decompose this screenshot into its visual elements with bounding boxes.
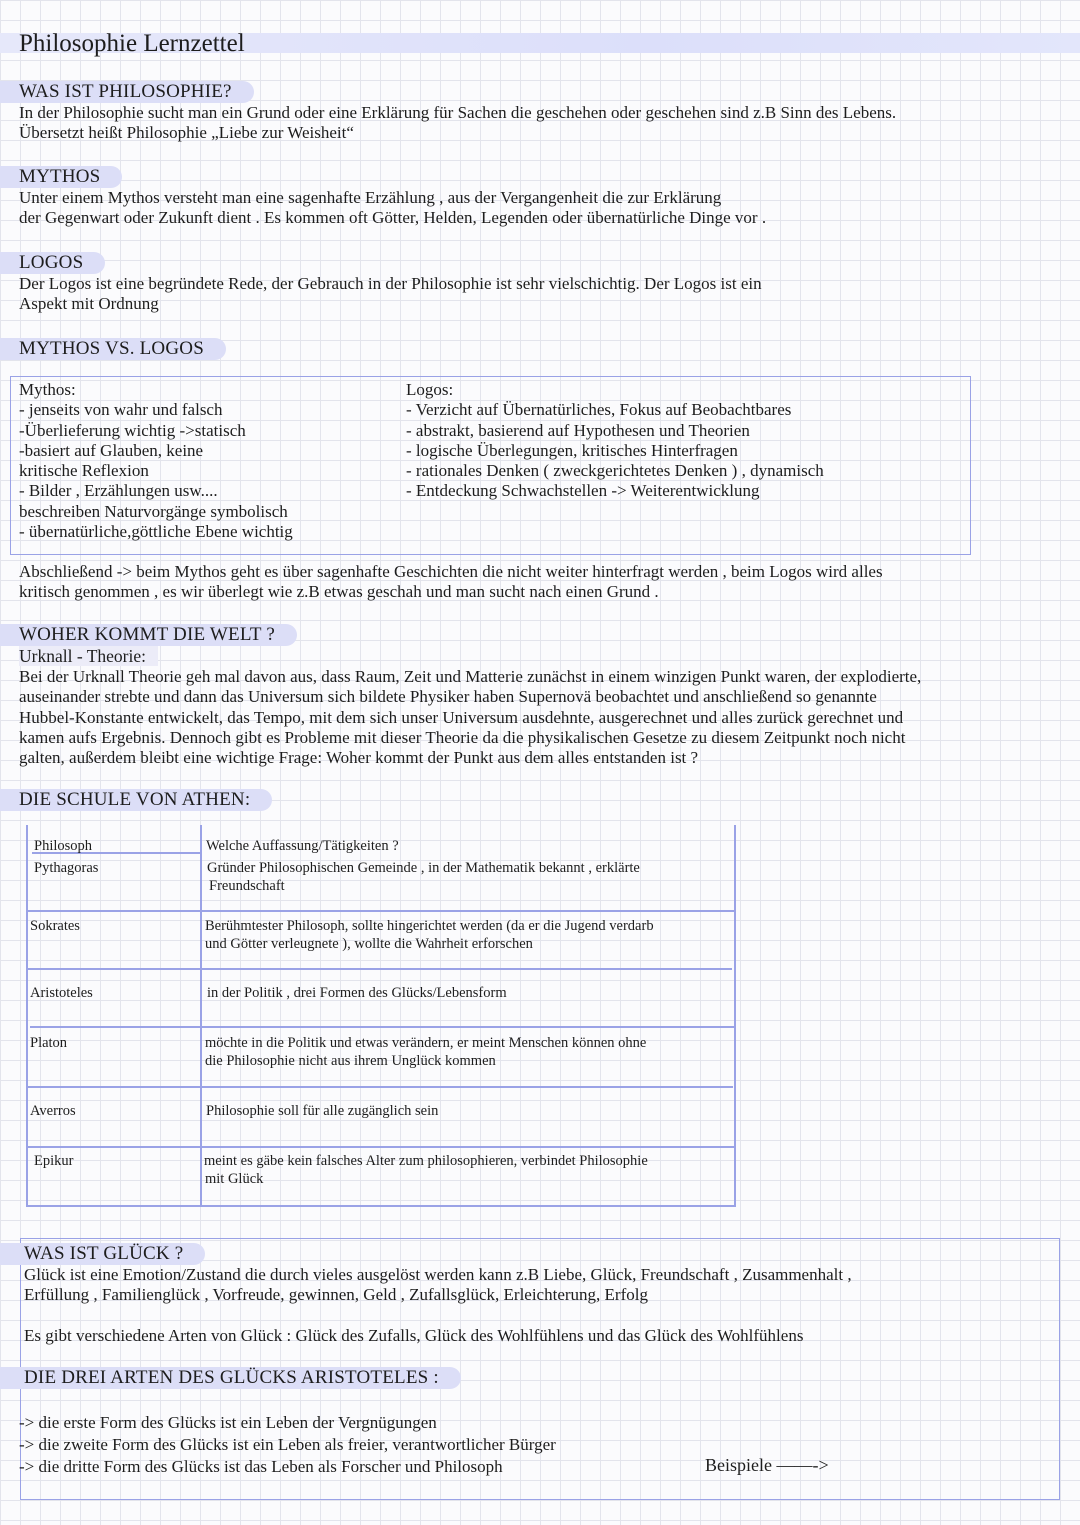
table-row-line [26,910,735,912]
logos-item: - Entdeckung Schwachstellen -> Weiterentwicklung [406,481,760,501]
welt-line: Bei der Urknall Theorie geh mal davon aus, dass Raum, Zeit und Matterie zunächst in einem winzigen Punkt waren, der explodierte, [19,667,922,686]
table-divider [200,825,202,1206]
glueck-heading: WAS IST GLÜCK ? [0,1243,205,1265]
logos-line: Der Logos ist eine begründete Rede, der Gebrauch in der Philosophie ist sehr vielschichtig. Der Logos ist ein [19,274,762,293]
mythos-column [19,380,293,542]
logos-item: Logos: [406,380,454,399]
mythos-line: Unter einem Mythos versteht man eine sagenhafte Erzählung , aus der Vergangenheit die zur Erklärung [19,188,722,207]
logos-line: Aspekt mit Ordnung [19,294,159,314]
philosopher-desc: Berühmtester Philosoph, sollte hingerichtet werden (da er die Jugend verdarb und Götter verleugnete ), wollte die Wahrheit erforschen [205,918,654,952]
philosophie-line: Übersetzt heißt Philosophie „Liebe zur Weisheit“ [19,123,354,143]
welt-subheading: Urknall - Theorie: [19,646,158,666]
athen-heading: DIE SCHULE VON ATHEN: [0,789,272,811]
table-border-bottom [26,1205,736,1207]
conclusion-line: Abschließend -> beim Mythos geht es über sagenhafte Geschichten die nicht weiter hinterfragt werden , beim Logos wird alles [19,562,883,581]
vs-heading: MYTHOS VS. LOGOS [0,338,226,360]
form-item: -> die zweite Form des Glücks ist ein Leben als freier, verantwortlicher Bürger [19,1435,556,1454]
philosophie-line: In der Philosophie sucht man ein Grund oder eine Erklärung für Sachen die geschehen oder geschehen sind z.B Sinn des Lebens. [19,103,897,122]
vs-conclusion [19,562,883,603]
section-logos [0,252,762,315]
page-title: Philosophie Lernzettel [19,30,245,57]
glueck-line: Glück ist eine Emotion/Zustand die durch vieles ausgelöst werden kann z.B Liebe, Glück, Freundschaft , Zusammenhalt , [24,1265,852,1284]
form-item: -> die dritte Form des Glücks ist das Leben als Forscher und Philosoph [19,1457,503,1476]
mythos-item: - übernatürliche,göttliche Ebene wichtig [19,522,293,542]
logos-item: - rationales Denken ( zweckgerichtetes Denken ) , dynamisch [406,461,824,481]
philosophie-heading: WAS IST PHILOSOPHIE? [0,81,254,103]
table-header-auffassung: Welche Auffassung/Tätigkeiten ? [206,838,399,854]
philosopher-desc: Philosophie soll für alle zugänglich sein [206,1103,439,1119]
mythos-item: - Bilder , Erzählungen usw.... [19,481,218,501]
table-row-line [26,968,732,970]
logos-heading: LOGOS [0,252,105,274]
mythos-item: beschreiben Naturvorgänge symbolisch [19,501,288,521]
section-philosophie [0,81,896,144]
philosopher-name: Platon [30,1035,68,1051]
mythos-line: der Gegenwart oder Zukunft dient . Es kommen oft Götter, Helden, Legenden oder übernatürliche Dinge vor . [19,208,767,228]
philosopher-desc: Gründer Philosophischen Gemeinde , in der Mathematik bekannt , erklärte Freundschaft [207,860,640,894]
glueck-arten: Es gibt verschiedene Arten von Glück : Glück des Zufalls, Glück des Wohlfühlens und das Glück des Wohlfühlens [24,1325,804,1345]
section-welt [0,624,921,768]
section-athen [0,789,272,811]
mythos-item: -basiert auf Glauben, keine [19,440,204,460]
logos-column [406,380,824,502]
philosopher-desc: möchte in die Politik und etwas verändern, er meint Menschen können ohne die Philosophie nicht aus ihrem Unglück kommen [205,1035,647,1069]
aristoteles-heading: DIE DREI ARTEN DES GLÜCKS ARISTOTELES : [0,1367,461,1389]
table-header-philosoph: Philosoph [34,838,93,854]
welt-line: Hubbel-Konstante entwickelt, das Tempo, mit dem sich unser Universum ausdehnte, ausgerechnet und alles zurück gerechnet und [19,707,904,727]
section-aristoteles [0,1367,461,1389]
philosopher-desc: in der Politik , drei Formen des Glücks/Lebensform [207,985,507,1001]
section-glueck [0,1243,852,1346]
table-row-line [26,1086,733,1088]
philosopher-name: Aristoteles [30,985,93,1001]
mythos-heading: MYTHOS [0,166,122,188]
table-row-line [26,1146,735,1148]
form-item: -> die erste Form des Glücks ist ein Leben der Vergnügungen [19,1413,437,1432]
philosopher-name: Averros [30,1103,76,1119]
mythos-item: - jenseits von wahr und falsch [19,400,223,420]
beispiele-arrow: Beispiele ——-> [705,1455,829,1475]
section-mythos [0,166,766,229]
logos-item: - Verzicht auf Übernatürliches, Fokus auf Beobachtbares [406,400,792,420]
section-vs [0,338,226,360]
welt-heading: WOHER KOMMT DIE WELT ? [0,624,297,646]
welt-line: galten, außerdem bleibt eine wichtige Frage: Woher kommt der Punkt aus dem alles entstanden ist ? [19,748,699,768]
logos-item: - logische Überlegungen, kritisches Hinterfragen [406,440,738,460]
table-border-left [26,825,28,1206]
philosopher-name: Pythagoras [34,860,99,876]
philosopher-name: Epikur [34,1153,74,1169]
mythos-item: -Überlieferung wichtig ->statisch [19,420,246,440]
philosopher-name: Sokrates [30,918,80,934]
philosopher-desc: meint es gäbe kein falsches Alter zum philosophieren, verbindet Philosophie mit Glück [204,1153,648,1187]
mythos-item: kritische Reflexion [19,461,149,481]
aristoteles-forms [19,1412,556,1478]
table-border-right [734,825,736,1206]
welt-line: kamen aufs Ergebnis. Dennoch gibt es Probleme mit dieser Theorie da die physikalischen Gesetze zu diesem Zeitpunkt noch nicht [19,727,906,747]
welt-line: auseinander strebte und dann das Universum sich bildete Physiker haben Supernovä beobachtet und anschließend so genannte [19,687,877,707]
mythos-item: Mythos: [19,380,76,399]
table-row-line [30,1026,735,1028]
conclusion-line: kritisch genommen , es wir überlegt wie z.B etwas geschah und man sucht nach einen Grund . [19,582,659,602]
logos-item: - abstrakt, basierend auf Hypothesen und Theorien [406,420,750,440]
glueck-line: Erfüllung , Familienglück , Vorfreude, gewinnen, Geld , Zufallsglück, Erleichterung, Erfolg [24,1285,648,1305]
